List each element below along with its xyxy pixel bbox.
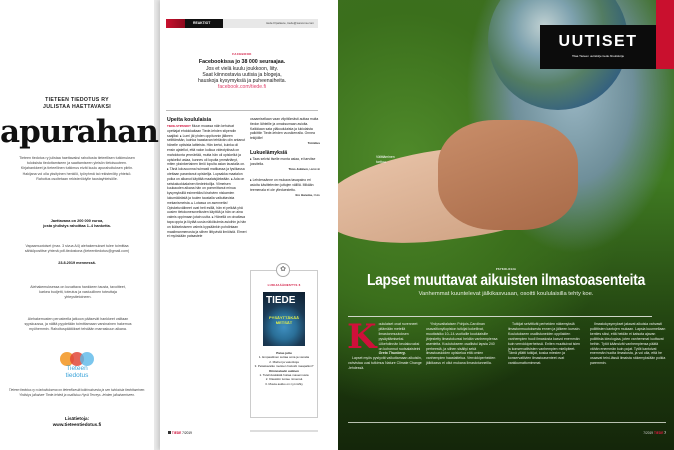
more-info-label: Lisätietoja: — [64, 416, 90, 421]
page-number: 7 — [664, 431, 666, 435]
poll-item: 2. Miehet ja vaiuvikoja — [269, 359, 299, 364]
advert-para: Aiehakemusten perusteella jatkoon pääsevät hankkeet valitaan syyskuussa, ja näiltä pyydetään toimittamaan varsinainen hakemus myöhemmin. Rahoituspäätökset tehdään marraskuun aikana. — [24, 317, 132, 332]
letter-signature: Toimitus — [307, 140, 320, 145]
letter-body: osaamisellaan vaan vilpittömästi auttaa muita tiedon lähteille ja omaksumaan asioita. Kaikkiaan sata yläkoululaista ja lukiolaista palkittiin Tiede-lehden vuosikerralla. Onnea tekijöille! — [250, 117, 319, 141]
award-icon: ✿ — [276, 263, 290, 277]
kicker-line: JULISTAA HAETTAVAKSI — [43, 104, 111, 110]
logo-caption: Tieteen tiedotus ry:n tarkoituksena on tieteellisestä tutkimuksesta ja sen tuloksista tiedottaminen. Yhdistys julkaisee Tiede-lehteä ja osallistuu Hyvä Terveys -lehden julkaisemiseen. — [8, 388, 146, 397]
news-page — [338, 0, 674, 450]
section-color-bar — [166, 19, 185, 28]
section-label: REAKTIOT — [185, 19, 223, 28]
footer-magazine: TIEDE — [171, 431, 182, 435]
poll-results — [251, 351, 317, 386]
advert-para: Aiehakemuksessa on kuvattava hankkeen tausta, tavoitteet, karkea budjetti, toteutus ja vastuullinen toteuttaja yhteystietoineen. — [30, 285, 126, 300]
letter-column-2 — [250, 117, 320, 197]
section-header — [166, 19, 318, 28]
logo-wordmark — [0, 366, 154, 379]
article-text: Lapset myös pystyvät vaikuttamaan aikuisiin, vahvistaa uusi tutkimus Nature Climate Change -lehdessä. — [348, 356, 422, 371]
more-info-link[interactable]: www.tieteentiedotus.fi — [52, 422, 102, 428]
divider — [166, 110, 318, 111]
page-footer — [168, 431, 192, 435]
article-text: oululaiset ovat ruvenneet pitämään meteliä ilmastonmuutoksen pysäyttämiseksi. Liikehdinnän keulakuvaksi on kohonnut ruotsalaisteini — [378, 322, 421, 351]
poll-item: 1. Tulehduskäätä hoitaa masennusta — [259, 373, 309, 378]
divider — [348, 422, 666, 423]
footer-square-icon — [168, 431, 171, 434]
article-subtitle: Vanhemmat kuuntelevat jälkikasvuaan, osoitti koululaisilla tehty koe. — [418, 291, 594, 297]
photo-caption — [376, 155, 395, 164]
logo-text: Tieteen — [66, 365, 88, 372]
footer-issue: 7/2019 — [643, 431, 654, 435]
letter-body: Muun muassa näin kehuivat opettajat ehdokkaitaan Tiede-lehden stipendin saajiksi: ▸ Lumi jäi yhden oppitunnin jälkeen selittämään, kuinka haastavan tehtävän olin antanut hänelle optisista laitteista. Hän kertoi, kuinka oli ensin ajatellut, että valon kulkua videotykissä on mahdotonta ymmärtää, mutta hän oli opiskellut ja opiskellut asiaa, kunnes oli lopulta ymmärtänyt, miten yksinkertainen ilmiö lopulta asian taustalla on. ▸ Tänä lukuvuonna huimasti matikassa ja fysiikassa otettaan parantanut opiskelija. Lupsakka maatalon poika on alkanut käyttää maalaisjärkeään. ▸ Ada on seiskaluokkalainen tiedeintoilija. Viimeisen kuukauden aikana hän on pommittanut minua kysymyksillä esimerkiksi kirahvien niskamien lukumäärästä ja tuulen taustalla vaikuttavista mekanismeista. ▸ Lotassa on asennetta! Opiskeluvälineet ovat heti esillä, hän ei pelkää yhä uusien tietokonesovellusten käyttöä ja hän on aina valmis oppimaan jotain uutta. ▸ Hänellä on oivaltava tapa oppia ja löytää uusia näkökulmia asioihin ja hän on ikäiseksiseen valmis kypsäänkin pohdintaan maailmanmenosta ja siihen liittyvistä ilmiöistä. Elmeri ei myöskään patsastele — [167, 124, 247, 239]
poll-item: 3. Pelastavatko metsien hoitotöt maapallon? — [254, 364, 314, 369]
section-header — [540, 25, 656, 69]
letter-kicker: TIEDE-STIPENDIT — [167, 124, 191, 128]
section-title: UUTISET — [558, 33, 638, 50]
logo-circle-blue — [80, 352, 94, 366]
newsletter-link[interactable]: Tilaa Tieteen uutiskirje tiede.fi/uutiskirje — [571, 54, 625, 58]
amount-line: josta yhdistys rahoittaa 1–4 hanketta. — [43, 224, 111, 229]
letters-page — [160, 0, 338, 450]
poll-category: Paras juttu — [276, 351, 292, 355]
tieteen-tiedotus-logo — [58, 352, 98, 366]
article-header — [338, 268, 674, 297]
facebook-promo — [166, 52, 318, 91]
letter-body: ▸ Taas selvisi itselle monta asiaa, ei tarvitse jossitella. — [250, 156, 316, 166]
grant-advert-page — [0, 0, 158, 450]
more-info — [0, 416, 154, 429]
letter-place: Oulu — [313, 192, 320, 197]
letter-title: Upeita koululaisia — [167, 117, 212, 123]
poll-item: 1. Empaattinen suttaa omia ja vieraita — [258, 355, 310, 360]
advert-intro: Tieteen tiedotus ry julistaa haettavaksi rahoitusta tieteellisen tutkimuksen tuloksista tiedottamiseen ja saattamiseen yleisön tietoisuuteen. Kirjahankkeet ja tieteellinen tutkimus eivät kuulu apurahoituksen piiriin. Hakijana voi olla yksityinen henkilö, työryhmä tai rekisteröity yhteisö. Rahoitus osoitetaan rekisteröidylle taustayhteisölle. — [19, 156, 135, 181]
article-column-1 — [347, 317, 423, 371]
footer-issue: 7/2019 — [182, 431, 192, 435]
letter-title: Lukuelämyksiä — [250, 149, 288, 156]
advert-amount — [10, 219, 144, 230]
poll-item: 3. Muuta aukko on nyt nähty — [265, 381, 303, 386]
cover-headline: PYSÄYTTÄKÄÄ METSÄT — [268, 315, 299, 325]
advert-application: Vapaamuotoiset (max. 3 sivua A4) aiehakemukset tulee toimittaa sähköpostitse yhtenä pdf-tiedostona (tieteentiedotus@gmail.com) — [24, 244, 130, 254]
caption-line: tarttuu. — [376, 159, 387, 164]
advert-deadline: 23.8.2019 mennessä. — [58, 261, 96, 265]
cover-title: TIEDE — [266, 295, 296, 306]
letter-place: Helsinki — [309, 167, 320, 172]
letter-column-1 — [167, 117, 247, 239]
article-title: Lapset muuttavat aikuisten ilmastoasenteita — [367, 272, 645, 289]
facebook-text: Saat kiinnostavia uutisia ja blogeja, — [202, 71, 282, 78]
article-text: Greta Thunberg. — [378, 351, 406, 356]
article-column-3: Tutkijat selvittivät perheiden näkemyksiä ilmastonmuutoksesta ennen ja jälkeen kurssin. Koulutukseen osallistuneiden oppilaiden vanhempien huoli ilmastosta kasvoi enemmän kuin verrokkiperheissä. Eniten muuttuivat isien ja konservatiivisten vanhempien mielipiteet. Tämä yllätti tutkijat, koska miesten ja konservatiivien ilmastoasenteet ovat vankkumattomimmat. — [508, 322, 581, 366]
article-kicker: PSYKOLOGIA — [495, 268, 517, 271]
letter-signature: Iiro Harema, — [295, 192, 313, 197]
page-footer — [643, 431, 666, 435]
adult-hand-image — [438, 120, 578, 230]
poll-kicker: LUKIJAÄÄNESTYS 6 — [267, 283, 301, 287]
contact-info: tiede.fi/palaute, tiede@sanoma.com — [266, 21, 314, 25]
letter-body: ▸ Lehdessänne on mukava tasapaino eri asioita käsittelevien juttujen välillä. Mikään teemenala ei ole ylieduestettu. — [250, 178, 314, 192]
caption-line: Välittäminen — [376, 155, 395, 159]
logo-text: tiedotus — [65, 371, 89, 379]
letter-signature: Timo Jokinen, — [288, 167, 309, 172]
poll-item: 2. Klassikin tuntee nimensä — [265, 377, 303, 382]
article-column-4: Ilmastokysymykset jakavat aikuisia vahvasti poliittisten kantojen mukaan. Lapsia kuunnellaan kenties siksi, että heidän ei katsota ajavan poliittista ideologiaa, joten vanhemmat luottavat heihin. Tytöt käänsivät vanhempiensa päätä vähän enemmän kuin pojat. Tytöt kantoivat enemmän huolta ilmastosta, ja voi olla, että he osaavat teini-iässä ilmaista näkemyksiään poikia paremmin. — [590, 322, 666, 366]
footer-magazine: TIEDE — [653, 431, 664, 435]
facebook-text: hauskoja kysymyksiä ja puheenaiheita. — [197, 78, 287, 85]
facebook-text: Jos et vielä kuulu joukkoon, liity. — [205, 65, 279, 72]
poll-category: Kiinnostavin uutinen — [269, 368, 299, 373]
facebook-link[interactable]: facebook.com/tiede.fi — [217, 84, 267, 91]
kicker-line: TIETEEN TIEDOTUS RY — [45, 97, 109, 103]
advert-headline: apurahan — [0, 114, 158, 150]
article-column-2: Yhdysvaltalaisen Pohjois-Carolinan osavaltionyliopiston tutkijat kokeilivat, muuttaisiko 10–14-vuotiaille koululaisille järjestetty ilmastokurssi heidän vanhempiensa asenteita. Koulutukseen osallistui lapsia 240 perheestä, ja siihen sisältyi sekä ilmastoasioiden opiskelua että omien vanhempien haastattelua. Verrokkiperheiden jälkikasvu ei ollut mukana ilmastotunneilla. — [426, 322, 498, 366]
drop-cap: K — [347, 317, 377, 357]
facebook-title: Facebookissa jo 38 000 seuraajaa. — [198, 59, 286, 65]
divider — [348, 316, 652, 317]
divider — [250, 430, 318, 432]
facebook-kicker: FACEBOOK — [232, 52, 252, 56]
section-color-bar — [656, 0, 674, 69]
reader-poll-box — [250, 270, 318, 418]
advert-kicker — [0, 97, 154, 111]
magazine-cover — [263, 292, 305, 346]
amount-line: Jaettavana on 200 000 euroa, — [50, 219, 104, 223]
